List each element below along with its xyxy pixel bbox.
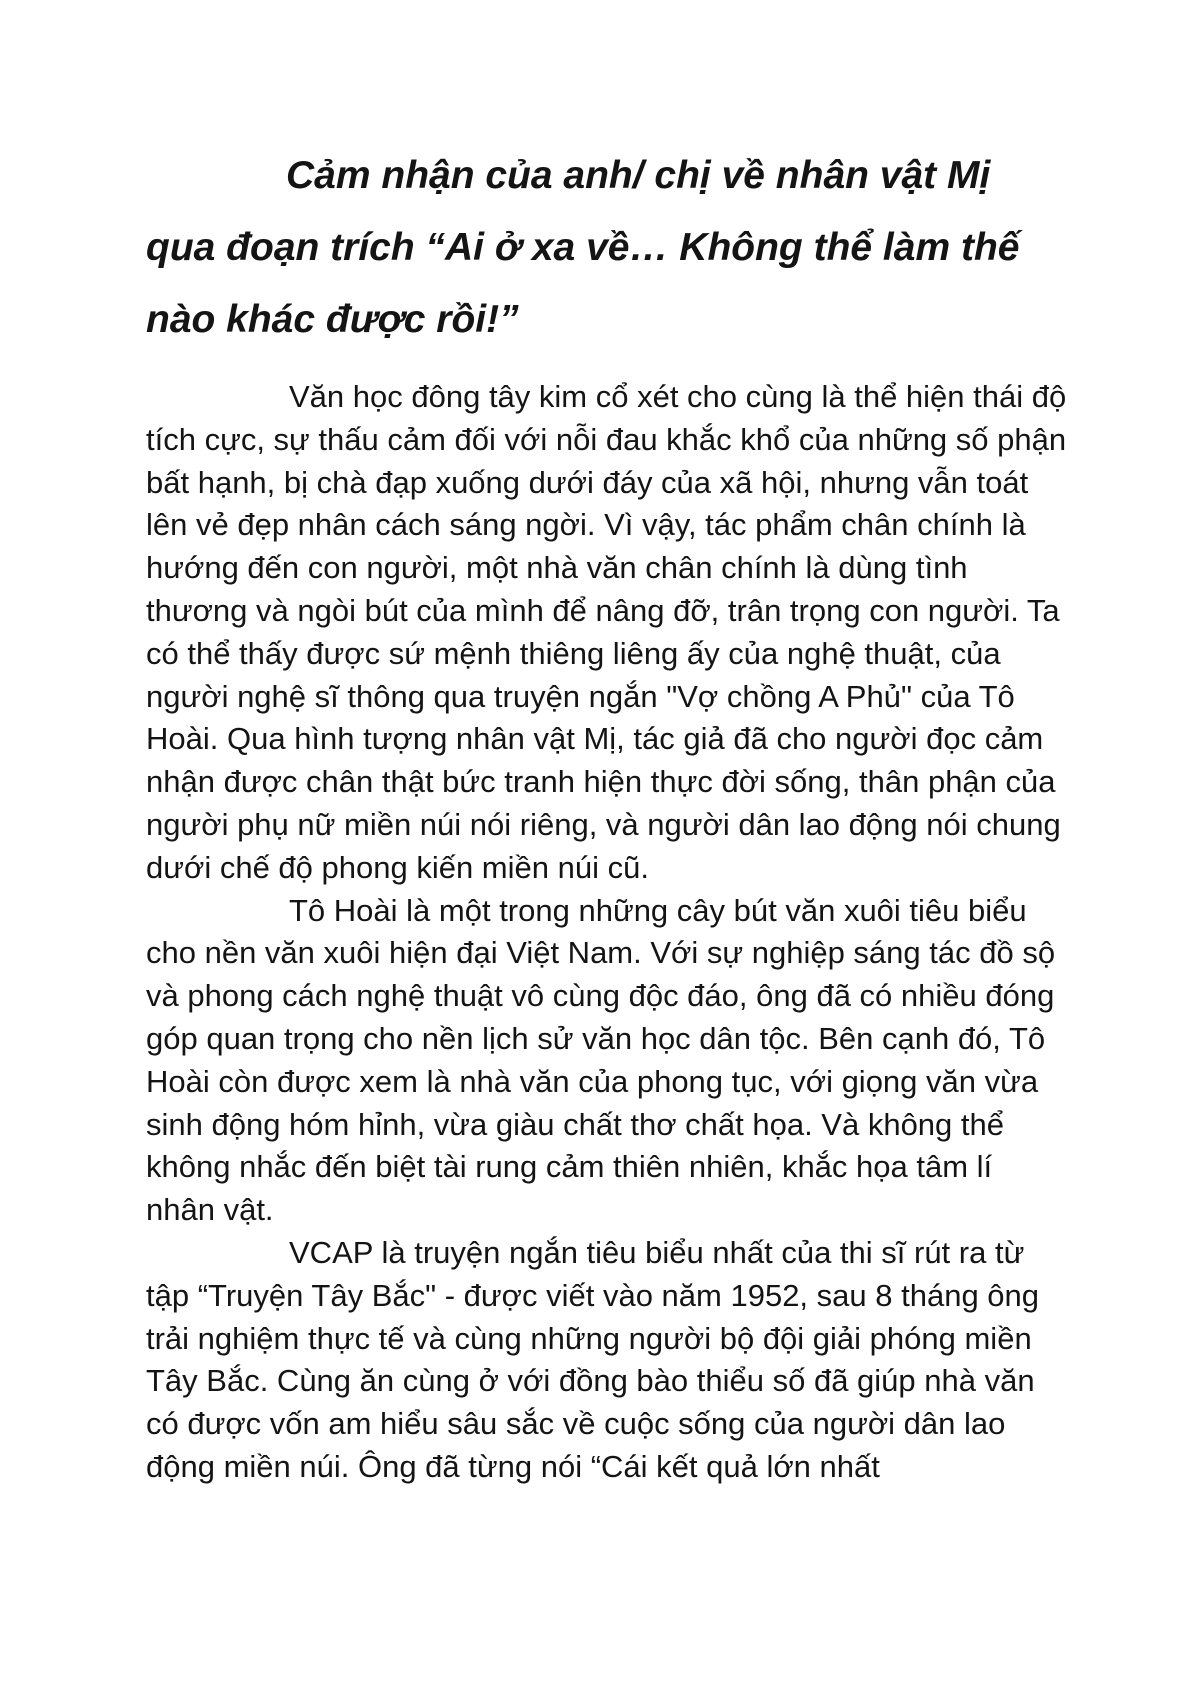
body-paragraph-3: VCAP là truyện ngắn tiêu biểu nhất của thi sĩ rút ra từ tập “Truyện Tây Bắc" - được viết vào năm 1952, sau 8 tháng ông trải nghiệm thực tế và cùng những người bộ đội giải phóng miền Tây Bắc. Cùng ăn cùng ở với đồng bào thiểu số đã giúp nhà văn có được vốn am hiểu sâu sắc về cuộc sống của người dân lao động miền núi. Ông đã từng nói “Cái kết quả lớn nhất: [146, 1234, 1040, 1484]
body-paragraph-2: Tô Hoài là một trong những cây bút văn xuôi tiêu biểu cho nền văn xuôi hiện đại Việt Nam. Với sự nghiệp sáng tác đồ sộ và phong cách nghệ thuật vô cùng độc đáo, ông đã có nhiều đóng góp quan trọng cho nền lịch sử văn học dân tộc. Bên cạnh đó, Tô Hoài còn được xem là nhà văn của phong tục, với giọng văn vừa sinh động hóm hỉnh, vừa giàu chất thơ chất họa. Và không thể không nhắc đến biệt tài rung cảm thiên nhiên, khắc họa tâm lí nhân vật.: [146, 892, 1056, 1228]
document-body: [146, 376, 1068, 1489]
document-title: Cảm nhận của anh/ chị về nhân vật Mị qua đoạn trích “Ai ở xa về… Không thể làm thế nào khác được rồi!”: [146, 154, 1020, 341]
body-paragraph-1: Văn học đông tây kim cổ xét cho cùng là thể hiện thái độ tích cực, sự thấu cảm đối với nỗi đau khắc khổ của những số phận bất hạnh, bị chà đạp xuống dưới đáy của xã hội, nhưng vẫn toát lên vẻ đẹp nhân cách sáng ngời. Vì vậy, tác phẩm chân chính là hướng đến con người, một nhà văn chân chính là dùng tình thương và ngòi bút của mình để nâng đỡ, trân trọng con người. Ta có thể thấy được sứ mệnh thiêng liêng ấy của nghệ thuật, của người nghệ sĩ thông qua truyện ngắn "Vợ chồng A Phủ" của Tô Hoài. Qua hình tượng nhân vật Mị, tác giả đã cho người đọc cảm nhận được chân thật bức tranh hiện thực đời sống, thân phận của người phụ nữ miền núi nói riêng, và người dân lao động nói chung dưới chế độ phong kiến miền núi cũ.: [146, 379, 1067, 885]
